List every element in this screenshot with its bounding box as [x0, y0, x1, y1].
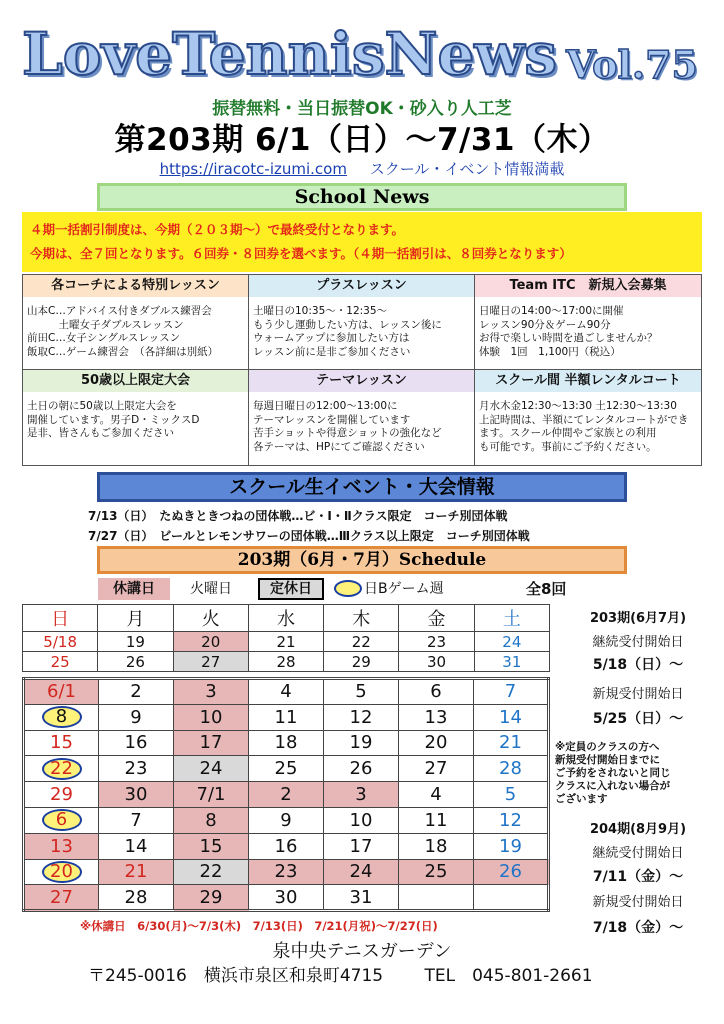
game-week-marker: 6	[42, 809, 82, 831]
calendar-day: 30	[399, 652, 474, 672]
calendar-day: 30	[99, 782, 174, 808]
lesson-grid	[22, 274, 702, 466]
legend-regular-holiday: 定休日	[258, 578, 324, 600]
side-new-label-204: 新規受付開始日	[592, 895, 684, 910]
side-renew-label-204: 継続受付開始日	[592, 846, 684, 861]
game-week-marker: 8	[42, 706, 82, 728]
calendar-day: 16	[99, 730, 174, 756]
calendar-week-row	[24, 679, 549, 705]
calendar-day-game-week	[24, 807, 99, 833]
calendar-week-row	[23, 652, 550, 672]
weekday-thursday: 木	[324, 605, 399, 632]
lesson-card	[23, 275, 249, 370]
events-banner: スクール生イベント・大会情報	[97, 472, 627, 502]
calendar-day: 28	[248, 652, 323, 672]
weekday-tuesday: 火	[173, 605, 248, 632]
calendar-day: 5/18	[23, 632, 98, 652]
term-title: 第203期 6/1（日）～7/31（木）	[114, 122, 610, 158]
oval-marker-icon	[334, 580, 362, 597]
lesson-title: Team ITC 新規入会募集	[475, 275, 701, 297]
calendar-day: 25	[23, 652, 98, 672]
lesson-body: 山本C…アドバイス付きダブルス練習会 土曜女子ダブルスレッスン 前田C…女子シングルスレッスン 飯取C…ゲーム練習会 （各詳細は別紙）	[27, 305, 219, 358]
calendar-day: 16	[249, 833, 324, 859]
calendar-day: 2	[99, 679, 174, 705]
calendar-day: 5	[474, 782, 549, 808]
side-renew-label: 継続受付開始日	[592, 635, 684, 650]
lesson-title: テーマレッスン	[249, 370, 474, 392]
calendar-day: 19	[98, 632, 173, 652]
lesson-card	[475, 275, 701, 370]
weekday-sunday: 日	[23, 605, 98, 632]
calendar-day: 3	[324, 782, 399, 808]
calendar-day: 23	[249, 859, 324, 885]
calendar-day: 23	[399, 632, 474, 652]
calendar-day: 27	[399, 756, 474, 782]
calendar-day: 4	[249, 679, 324, 705]
calendar-day: 30	[249, 885, 324, 911]
calendar-day	[474, 885, 549, 911]
calendar-day: 19	[324, 730, 399, 756]
calendar-legend	[98, 578, 698, 600]
tagline: 振替無料・当日振替OK・砂入り人工芝	[212, 99, 512, 119]
calendar-day: 26	[324, 756, 399, 782]
lesson-title: スクール間 半額レンタルコート	[475, 370, 701, 392]
calendar-day: 11	[399, 807, 474, 833]
legend-game-week	[334, 578, 444, 600]
calendar-day: 17	[324, 833, 399, 859]
lesson-title: 50歳以上限定大会	[23, 370, 248, 392]
calendar-day: 2	[249, 782, 324, 808]
lesson-card	[249, 370, 475, 465]
calendar-day: 6	[399, 679, 474, 705]
website-link[interactable]: https://iracotc-izumi.com	[159, 160, 347, 178]
school-news-banner: School News	[97, 183, 627, 211]
calendar-day: 25	[249, 756, 324, 782]
lesson-card	[475, 370, 701, 465]
schedule-banner: 203期（6月・7月）Schedule	[97, 546, 627, 574]
calendar-day: 31	[324, 885, 399, 911]
calendar-day: 7/1	[174, 782, 249, 808]
calendar-day: 27	[24, 885, 99, 911]
calendar-day-game-week	[24, 756, 99, 782]
calendar-week-row	[24, 885, 549, 911]
lesson-body: 日曜日の14:00～17:00に開催 レッスン90分＆ゲーム90分 お得で楽しい時間を過ごしませんか？ 体験 1回 1,100円（税込）	[479, 305, 658, 358]
side-new-date-204: 7/18（金）～	[592, 920, 684, 936]
side-capacity-note: ※定員のクラスの方へ 新規受付開始日までに ご予約をされないと同じ クラスに入れない場合が ございます	[555, 741, 671, 805]
event-item: 7/27（日） ビールとレモンサワーの団体戦…Ⅲクラス以上限定 コーチ別団体戦	[88, 529, 530, 543]
calendar-week-row	[24, 704, 549, 730]
calendar-day-game-week	[24, 859, 99, 885]
calendar-day: 13	[399, 704, 474, 730]
url-line	[0, 158, 724, 179]
game-week-marker: 20	[42, 861, 82, 883]
lesson-title: プラスレッスン	[249, 275, 474, 297]
facility-name: 泉中央テニスガーデン	[272, 941, 452, 962]
calendar-day: 24	[324, 859, 399, 885]
calendar-day: 28	[474, 756, 549, 782]
event-item: 7/13（日） たぬきときつねの団体戦…ビ・Ⅰ・Ⅱクラス限定 コーチ別団体戦	[88, 509, 508, 523]
calendar-day: 31	[474, 652, 549, 672]
weekday-saturday: 土	[474, 605, 549, 632]
calendar-day: 20	[173, 632, 248, 652]
calendar-week-row	[24, 807, 549, 833]
closed-days-note: ※休講日 6/30(月)～7/3(木) 7/13(日) 7/21(月祝)～7/27(日)	[80, 919, 438, 933]
side-renew-date: 5/18（日）～	[592, 657, 684, 673]
calendar-day: 22	[174, 859, 249, 885]
calendar-day: 3	[174, 679, 249, 705]
calendar-day: 12	[474, 807, 549, 833]
calendar-day: 24	[474, 632, 549, 652]
notice-line: ４期一括割引制度は、今期（２０３期～）で最終受付となります。	[30, 222, 405, 237]
calendar-day: 29	[24, 782, 99, 808]
calendar-day: 9	[99, 704, 174, 730]
calendar-day: 4	[399, 782, 474, 808]
calendar-day: 13	[24, 833, 99, 859]
calendar-day: 10	[174, 704, 249, 730]
calendar-day: 21	[474, 730, 549, 756]
masthead	[14, 18, 704, 98]
url-note: スクール・イベント情報満載	[369, 160, 565, 178]
calendar-day: 18	[249, 730, 324, 756]
legend-game-label: 日Bゲーム週	[364, 581, 444, 597]
calendar-day: 18	[399, 833, 474, 859]
calendar-day: 26	[98, 652, 173, 672]
calendar-day: 26	[474, 859, 549, 885]
calendar-day: 7	[474, 679, 549, 705]
calendar-day: 10	[324, 807, 399, 833]
legend-total-sessions: 全8回	[526, 580, 567, 598]
calendar-day: 14	[99, 833, 174, 859]
calendar-week-row	[24, 859, 549, 885]
calendar-day: 15	[174, 833, 249, 859]
facility-address-line	[88, 961, 724, 986]
facility-address: 〒245-0016 横浜市泉区和泉町4715	[88, 966, 384, 986]
lesson-card	[249, 275, 475, 370]
calendar-day: 7	[99, 807, 174, 833]
legend-tuesday: 火曜日	[190, 581, 232, 597]
event-list	[88, 506, 708, 546]
facility-phone: TEL 045-801-2661	[424, 966, 593, 986]
calendar-day: 29	[324, 652, 399, 672]
calendar-day: 9	[249, 807, 324, 833]
side-new-label: 新規受付開始日	[592, 687, 684, 702]
lesson-body: 毎週日曜日の12:00～13:00に テーマレッスンを開催しています 苦手ショットや得意ショットの強化など 各テーマは、HPにてご確認ください	[253, 400, 442, 453]
notice-line: 今期は、全７回となります。６回券・８回券を選べます。（４期一括割引は、８回券となります）	[30, 246, 572, 261]
calendar-day: 8	[174, 807, 249, 833]
newsletter-title: LoveTennisNews	[22, 20, 557, 88]
weekday-monday: 月	[98, 605, 173, 632]
calendar-previous-weeks	[22, 604, 550, 672]
weekday-header-row	[23, 605, 550, 632]
calendar-day: 21	[99, 859, 174, 885]
calendar-day: 22	[324, 632, 399, 652]
calendar-day: 12	[324, 704, 399, 730]
lesson-title: 各コーチによる特別レッスン	[23, 275, 248, 297]
calendar-day: 14	[474, 704, 549, 730]
calendar-day: 15	[24, 730, 99, 756]
side-renew-date-204: 7/11（金）～	[592, 869, 684, 885]
calendar-week-row	[24, 730, 549, 756]
calendar-day: 27	[173, 652, 248, 672]
calendar-week-row	[23, 632, 550, 652]
calendar-day: 24	[174, 756, 249, 782]
calendar-day	[399, 885, 474, 911]
weekday-friday: 金	[399, 605, 474, 632]
calendar-day: 19	[474, 833, 549, 859]
lesson-body: 月水木金12:30～13:30 土12:30～13:30 上記時間は、半額にてレンタルコートができ ます。スクール仲間やご家族との利用 も可能です。事前にご予約ください。	[479, 400, 689, 453]
calendar-week-row	[24, 756, 549, 782]
calendar-day: 29	[174, 885, 249, 911]
calendar-day: 20	[399, 730, 474, 756]
calendar-day-game-week	[24, 704, 99, 730]
game-week-marker: 22	[42, 758, 82, 780]
lesson-body: 土日の朝に50歳以上限定大会を 開催しています。男子D・ミックスD 是非、皆さんもご参加ください	[27, 400, 200, 439]
calendar-day: 11	[249, 704, 324, 730]
lesson-body: 土曜日の10:35～・12:35～ もう少し運動したい方は、レッスン後に ウォームアップに参加したい方は レッスン前に是非ご参加ください	[253, 305, 442, 358]
calendar-day: 6/1	[24, 679, 99, 705]
calendar-week-row	[24, 782, 549, 808]
legend-closed-day: 休講日	[98, 578, 170, 600]
calendar-day: 25	[399, 859, 474, 885]
calendar-day: 5	[324, 679, 399, 705]
calendar-term	[22, 677, 550, 912]
calendar-day: 17	[174, 730, 249, 756]
calendar-day: 23	[99, 756, 174, 782]
calendar-day: 21	[248, 632, 323, 652]
notice-box	[22, 212, 702, 272]
side-term-204: 204期(8月9月)	[589, 822, 687, 837]
lesson-card	[23, 370, 249, 465]
calendar-day: 28	[99, 885, 174, 911]
side-term-203: 203期(6月7月)	[589, 611, 687, 626]
calendar-week-row	[24, 833, 549, 859]
volume-number: Vol.75	[566, 42, 698, 87]
side-new-date: 5/25（日）～	[592, 711, 684, 727]
weekday-wednesday: 水	[248, 605, 323, 632]
